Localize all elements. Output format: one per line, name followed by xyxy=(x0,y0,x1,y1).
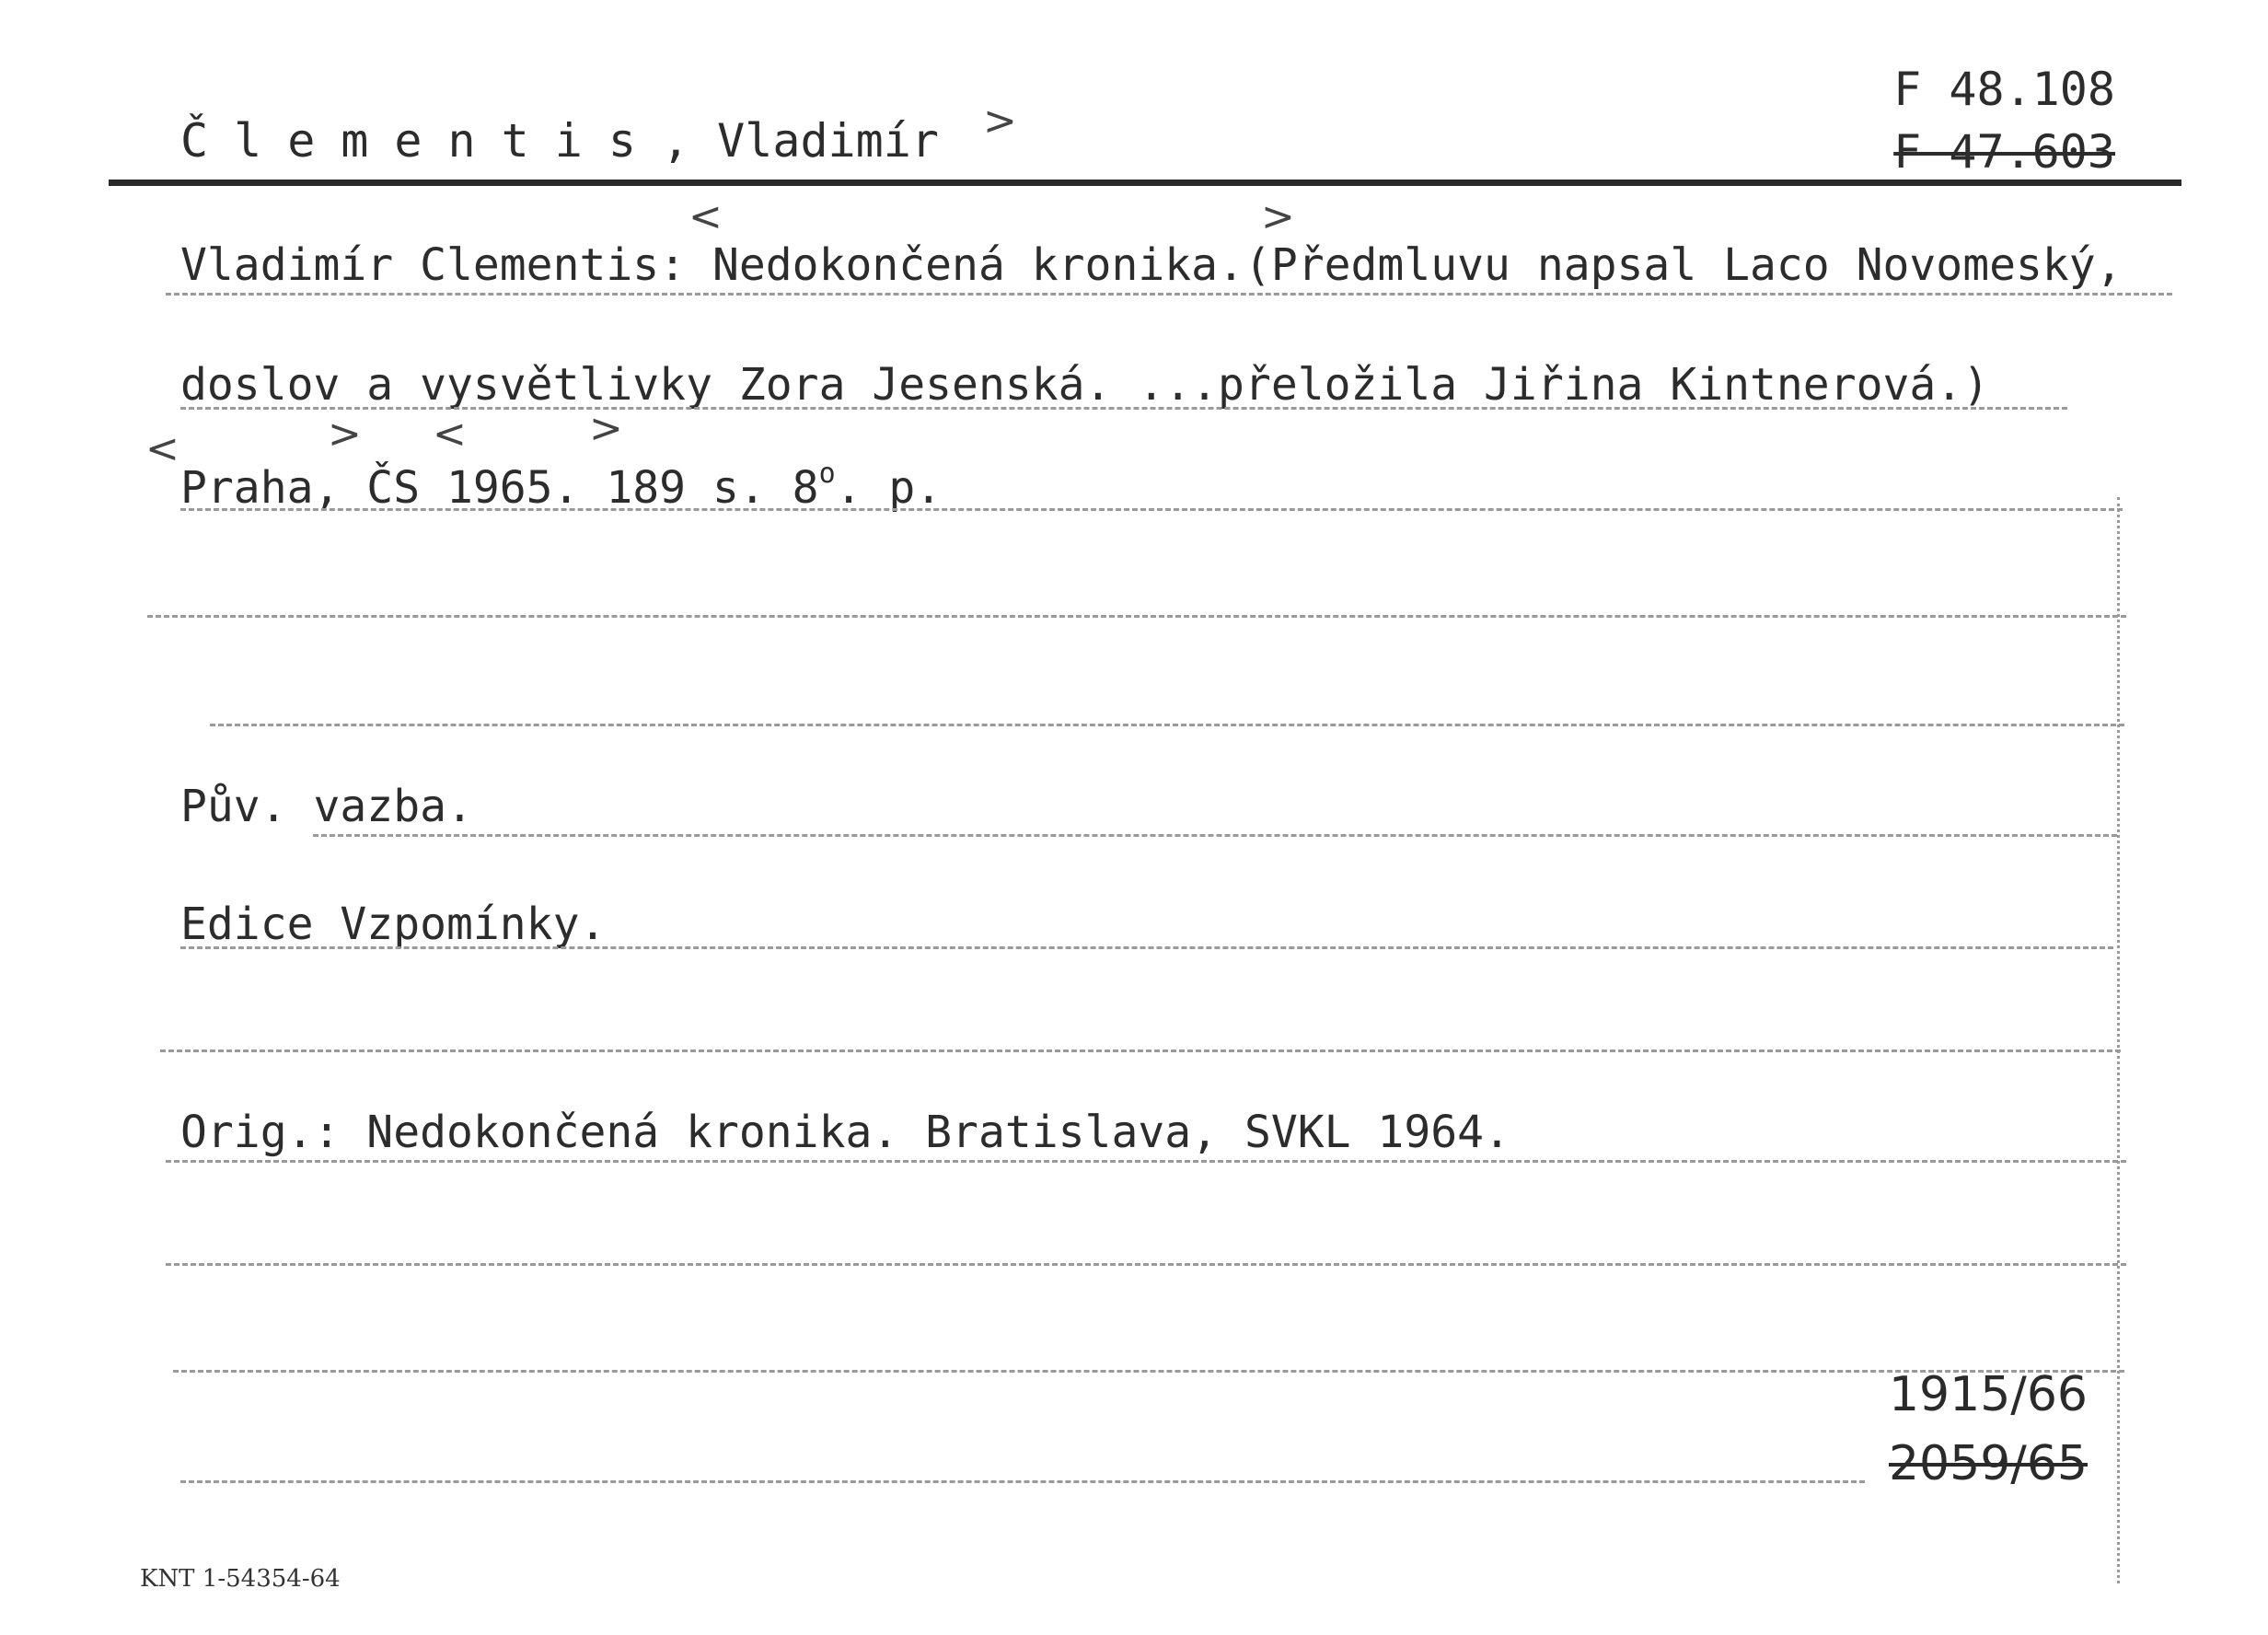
imprint-end: . p. xyxy=(835,462,943,514)
dotted-row-11 xyxy=(173,1370,2124,1373)
accession-number-current: 1915/66 xyxy=(1888,1367,2088,1422)
editor-mark-open-praha: < xyxy=(145,425,179,472)
original-note: Orig.: Nedokončená kronika. Bratislava, SVKL 1964. xyxy=(180,1107,1510,1158)
shelf-mark-current: F 48.108 xyxy=(1893,63,2115,116)
format-degree: o xyxy=(818,458,836,490)
entry-line-1: Vladimír Clementis: Nedokončená kronika.(Předmluvu napsal Laco Novomeský, xyxy=(180,239,2123,291)
dotted-row-10 xyxy=(166,1263,2126,1266)
binding-note: Pův. vazba. xyxy=(180,781,473,832)
dotted-row-7 xyxy=(180,946,2113,949)
editor-mark-open-cs: < xyxy=(433,411,467,458)
editor-mark-close-praha: > xyxy=(328,411,362,458)
heading-given-name: , Vladimír xyxy=(661,114,939,168)
shelf-mark-cancelled: F 47.603 xyxy=(1893,125,2115,179)
editor-mark-close: > xyxy=(1261,193,1295,240)
dotted-row-8 xyxy=(160,1049,2121,1052)
dotted-row-2 xyxy=(180,407,2067,410)
dotted-row-4 xyxy=(147,615,2126,618)
dotted-row-6 xyxy=(313,834,2117,837)
series-note: Edice Vzpomínky. xyxy=(180,899,607,950)
editor-mark-open: < xyxy=(688,193,723,240)
dotted-row-9 xyxy=(166,1160,2126,1163)
dotted-row-3 xyxy=(180,508,2123,511)
header-rule xyxy=(109,180,2181,186)
heading xyxy=(180,114,939,168)
heading-surname: Člementis xyxy=(180,114,662,168)
entry-line-2: doslov a vysvětlivky Zora Jesenská. ...přeložila Jiřina Kintnerová.) xyxy=(180,359,1990,411)
accession-number-cancelled: 2059/65 xyxy=(1888,1436,2088,1491)
dotted-row-5 xyxy=(210,724,2124,726)
entry-line-3 xyxy=(180,458,943,514)
dotted-row-12 xyxy=(180,1480,1865,1483)
print-code: KNT 1-54354-64 xyxy=(140,1565,341,1593)
right-margin-dots xyxy=(2117,497,2120,1583)
heading-close-mark: > xyxy=(983,98,1017,145)
editor-mark-close-cs: > xyxy=(589,405,623,452)
imprint-text: Praha, ČS 1965. 189 s. 8 xyxy=(180,462,819,514)
dotted-row-1 xyxy=(166,293,2172,296)
